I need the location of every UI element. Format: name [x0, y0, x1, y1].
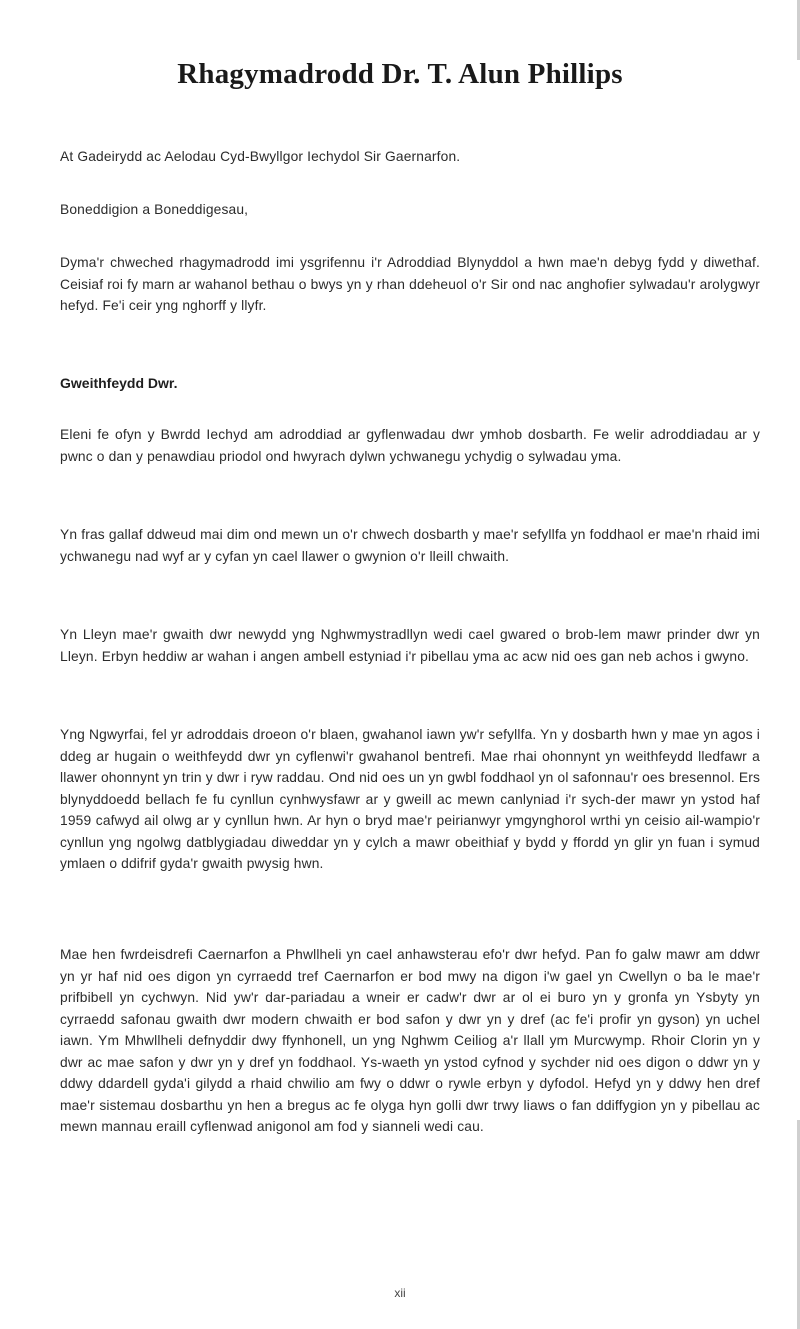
- paragraph-1: [60, 424, 760, 467]
- salutation-text: Boneddigion a Boneddigesau,: [60, 202, 249, 217]
- page-number: xii: [394, 1286, 406, 1300]
- paragraph-2-text: Yn fras gallaf ddweud mai dim ond mewn un o'r chwech dosbarth y mae'r sefyllfa yn foddhaol er mae'n rhaid imi ychwanegu nad wyf ar y cyfan yn cael llawer o gwynion o'r lleill chwaith.: [60, 527, 760, 564]
- section-heading: Gweithfeydd Dwr.: [60, 375, 178, 391]
- intro-paragraph: [60, 252, 760, 317]
- salutation-line: [60, 199, 760, 221]
- paragraph-5-text: Mae hen fwrdeisdrefi Caernarfon a Phwllheli yn cael anhawsterau efo'r dwr hefyd. Pan fo galw mawr am ddwr yn yr haf nid oes digon yn cyrraedd tref Caernarfon er bod mwy na digon i'w gael yn Cwellyn o ba le mae'r prifbibell yn cychwyn. Nid yw'r dar-pariadau a wneir er cadw'r dwr ar ol ei buro yn y gronfa yn Ysbyty yn cyrraedd safonau gwaith dwr modern chwaith er bod safon y dwr yn y dref (ac fe'i profir yn gyson) yn uchel iawn. Ym Mhwllheli defnyddir dwy ffynhonell, un yng Nghwm Ceiliog a'r llall ym Murcwymp. Rhoir Clorin yn y dwr ac mae safon y dwr yn y dref yn foddhaol. Ys-waeth yn ystod cyfnod y sychder nid oes digon o ddwr yn y ddwy ddardell gyda'i gilydd a rhaid chwilio am fwy o ddwr o rywle erbyn y dyfodol. Hefyd yn y ddwy hen dref mae'r sistemau dosbarthu yn hen a bregus ac fe olyga hyn golli dwr trwy liaws o fan ddiffygion yn y pibellau ac mewn mannau eraill cyflenwad anigonol am fod y sianneli wedi cau.: [60, 947, 760, 1134]
- paragraph-5: [60, 944, 760, 1138]
- paragraph-1-text: Eleni fe ofyn y Bwrdd Iechyd am adroddiad ar gyflenwadau dwr ymhob dosbarth. Fe welir adroddiadau ar y pwnc o dan y penawdiau priodol ond hwyrach dylwn ychwanegu ychydig o sylwadau yma.: [60, 427, 760, 464]
- paragraph-4-text: Yng Ngwyrfai, fel yr adroddais droeon o'r blaen, gwahanol iawn yw'r sefyllfa. Yn y dosbarth hwn y mae yn agos i ddeg ar hugain o weithfeydd dwr yn cyflenwi'r gwahanol bentrefi. Mae rhai ohonnynt yn weithfeydd lledfawr a llawer ohonnynt yn trin y dwr i ryw raddau. Ond nid oes un yn gwbl foddhaol yn ol safonnau'r oes bresennol. Ers blynyddoedd bellach fe fu cynllun cynhwysfawr ar y gweill ac mewn canlyniad i'r sych-der mawr yn ystod haf 1959 cafwyd ail olwg ar y cynllun hwn. Ar hyn o bryd mae'r peirianwyr ymgynghorol wrthi yn ceisio ail-wampio'r cynllun yng ngolwg datblygiadau diweddar yn y cylch a mawr obeithiaf y bydd y ffordd yn glir yn fuan i symud ymlaen o ddifrif gyda'r gwaith pwysig hwn.: [60, 727, 760, 871]
- paragraph-3-text: Yn Lleyn mae'r gwaith dwr newydd yng Nghwmystradllyn wedi cael gwared o brob-lem mawr prinder dwr yn Lleyn. Erbyn heddiw ar wahan i angen ambell estyniad i'r pibellau yma ac acw nid oes gan neb achos i gwyno.: [60, 627, 760, 664]
- addressee-line: [60, 146, 760, 168]
- intro-text: Dyma'r chweched rhagymadrodd imi ysgrifennu i'r Adroddiad Blynyddol a hwn mae'n debyg fydd y diwethaf. Ceisiaf roi fy marn ar wahanol bethau o bwys yn y rhan ddeheuol o'r Sir ond nac anghofier sylwadau'r arolygwyr hefyd. Fe'i ceir yng nghorff y llyfr.: [60, 255, 760, 313]
- addressee-text: At Gadeirydd ac Aelodau Cyd-Bwyllgor Iechydol Sir Gaernarfon.: [60, 149, 461, 164]
- page-title: Rhagymadrodd Dr. T. Alun Phillips: [177, 58, 623, 90]
- paragraph-3: [60, 624, 760, 667]
- paragraph-2: [60, 524, 760, 567]
- paragraph-4: [60, 724, 760, 875]
